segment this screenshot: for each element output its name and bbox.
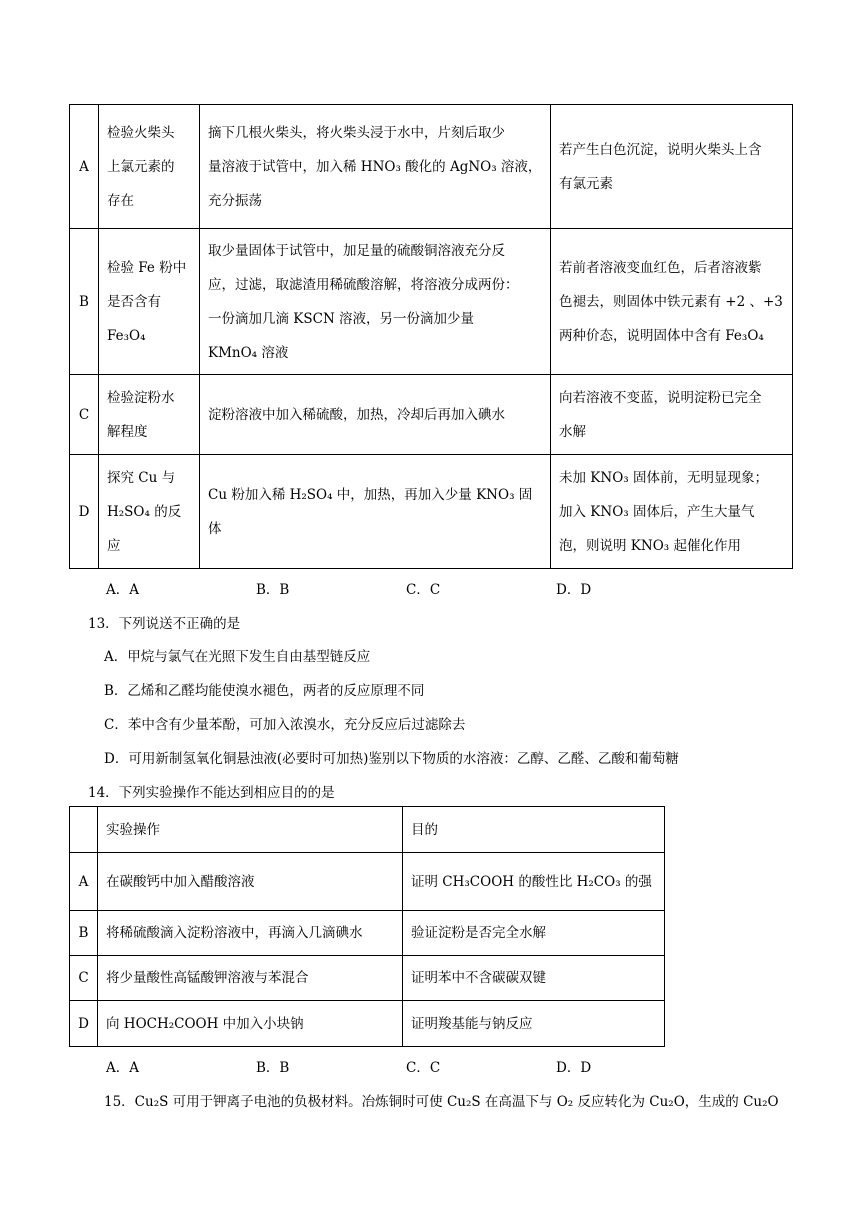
operation-cell: 在碳酸钙中加入醋酸溶液 xyxy=(98,853,403,911)
purpose-cell: 证明羧基能与钠反应 xyxy=(403,1001,665,1047)
operation-cell: Cu 粉加入稀 H₂SO₄ 中，加热，再加入少量 KNO₃ 固 体 xyxy=(200,455,551,569)
q13-option-c[interactable]: C．苯中含有少量苯酚，可加入浓溴水，充分反应后过滤除去 xyxy=(104,717,466,733)
operation-cell: 将少量酸性高锰酸钾溶液与苯混合 xyxy=(98,956,403,1001)
question-13-stem: 13．下列说送不正确的是 xyxy=(88,616,241,632)
purpose-cell: 证明苯中不含碳碳双键 xyxy=(403,956,665,1001)
table-row xyxy=(70,375,793,455)
row-label: C xyxy=(70,375,99,455)
conclusion-cell: 若前者溶液变血红色，后者溶液紫 色褪去，则固体中铁元素有 +2 、+3 两种价态，说明固体中含有 Fe₃O₄ xyxy=(551,229,793,375)
question-14-table xyxy=(69,806,665,1047)
header-operation: 实验操作 xyxy=(98,807,403,853)
purpose-cell: 证明 CH₃COOH 的酸性比 H₂CO₃ 的强 xyxy=(403,853,665,911)
option-b[interactable]: B．B xyxy=(256,582,290,598)
purpose-cell: 检验淀粉水 解程度 xyxy=(99,375,200,455)
q13-option-a[interactable]: A．甲烷与氯气在光照下发生自由基型链反应 xyxy=(104,649,371,665)
row-label: A xyxy=(70,105,99,229)
option-b[interactable]: B．B xyxy=(256,1060,290,1076)
operation-cell: 向 HOCH₂COOH 中加入小块钠 xyxy=(98,1001,403,1047)
purpose-cell: 检验 Fe 粉中 是否含有 Fe₃O₄ xyxy=(99,229,200,375)
purpose-cell: 验证淀粉是否完全水解 xyxy=(403,911,665,956)
q13-option-d[interactable]: D．可用新制氢氧化铜悬浊液(必要时可加热)鉴别以下物质的水溶液：乙醇、乙醛、乙酸和葡萄糖 xyxy=(104,751,679,767)
q13-option-b[interactable]: B．乙烯和乙醛均能使溴水褪色，两者的反应原理不同 xyxy=(104,683,425,699)
table-row xyxy=(70,105,793,229)
table-row xyxy=(70,956,665,1001)
option-c[interactable]: C．C xyxy=(406,1060,441,1076)
conclusion-cell: 向若溶液不变蓝，说明淀粉已完全 水解 xyxy=(551,375,793,455)
conclusion-cell: 未加 KNO₃ 固体前，无明显现象； 加入 KNO₃ 固体后，产生大量气 泡，则说明 KNO₃ 起催化作用 xyxy=(551,455,793,569)
question-15-stem: 15．Cu₂S 可用于钾离子电池的负极材料。冶炼铜时可使 Cu₂S 在高温下与 O₂ 反应转化为 Cu₂O，生成的 Cu₂O xyxy=(104,1094,779,1110)
header-purpose: 目的 xyxy=(403,807,665,853)
conclusion-cell: 若产生白色沉淀，说明火柴头上含 有氯元素 xyxy=(551,105,793,229)
question-14-stem: 14．下列实验操作不能达到相应目的的是 xyxy=(88,785,335,801)
question-14-options xyxy=(106,1056,706,1076)
table-header-row xyxy=(70,807,665,853)
table-row xyxy=(70,1001,665,1047)
table-row xyxy=(70,911,665,956)
row-label: A xyxy=(70,853,98,911)
purpose-cell: 检验火柴头 上氯元素的 存在 xyxy=(99,105,200,229)
question-12-table xyxy=(69,104,793,569)
row-label: D xyxy=(70,455,99,569)
purpose-cell: 探究 Cu 与 H₂SO₄ 的反 应 xyxy=(99,455,200,569)
operation-cell: 淀粉溶液中加入稀硫酸，加热，冷却后再加入碘水 xyxy=(200,375,551,455)
operation-cell: 摘下几根火柴头，将火柴头浸于水中，片刻后取少 量溶液于试管中，加入稀 HNO₃ 酸化的 AgNO₃ 溶液， 充分振荡 xyxy=(200,105,551,229)
option-a[interactable]: A．A xyxy=(106,1060,139,1076)
table-row xyxy=(70,853,665,911)
option-a[interactable]: A．A xyxy=(106,582,139,598)
option-d[interactable]: D．D xyxy=(556,582,592,598)
row-label: D xyxy=(70,1001,98,1047)
row-label: B xyxy=(70,229,99,375)
question-12-options xyxy=(106,578,706,598)
table-row xyxy=(70,229,793,375)
option-c[interactable]: C．C xyxy=(406,582,441,598)
operation-cell: 将稀硫酸滴入淀粉溶液中，再滴入几滴碘水 xyxy=(98,911,403,956)
table-row xyxy=(70,455,793,569)
row-label: C xyxy=(70,956,98,1001)
row-label: B xyxy=(70,911,98,956)
option-d[interactable]: D．D xyxy=(556,1060,592,1076)
operation-cell: 取少量固体于试管中，加足量的硫酸铜溶液充分反 应，过滤，取滤渣用稀硫酸溶解，将溶液分成两份： 一份滴加几滴 KSCN 溶液，另一份滴加少量 KMnO₄ 溶液 xyxy=(200,229,551,375)
